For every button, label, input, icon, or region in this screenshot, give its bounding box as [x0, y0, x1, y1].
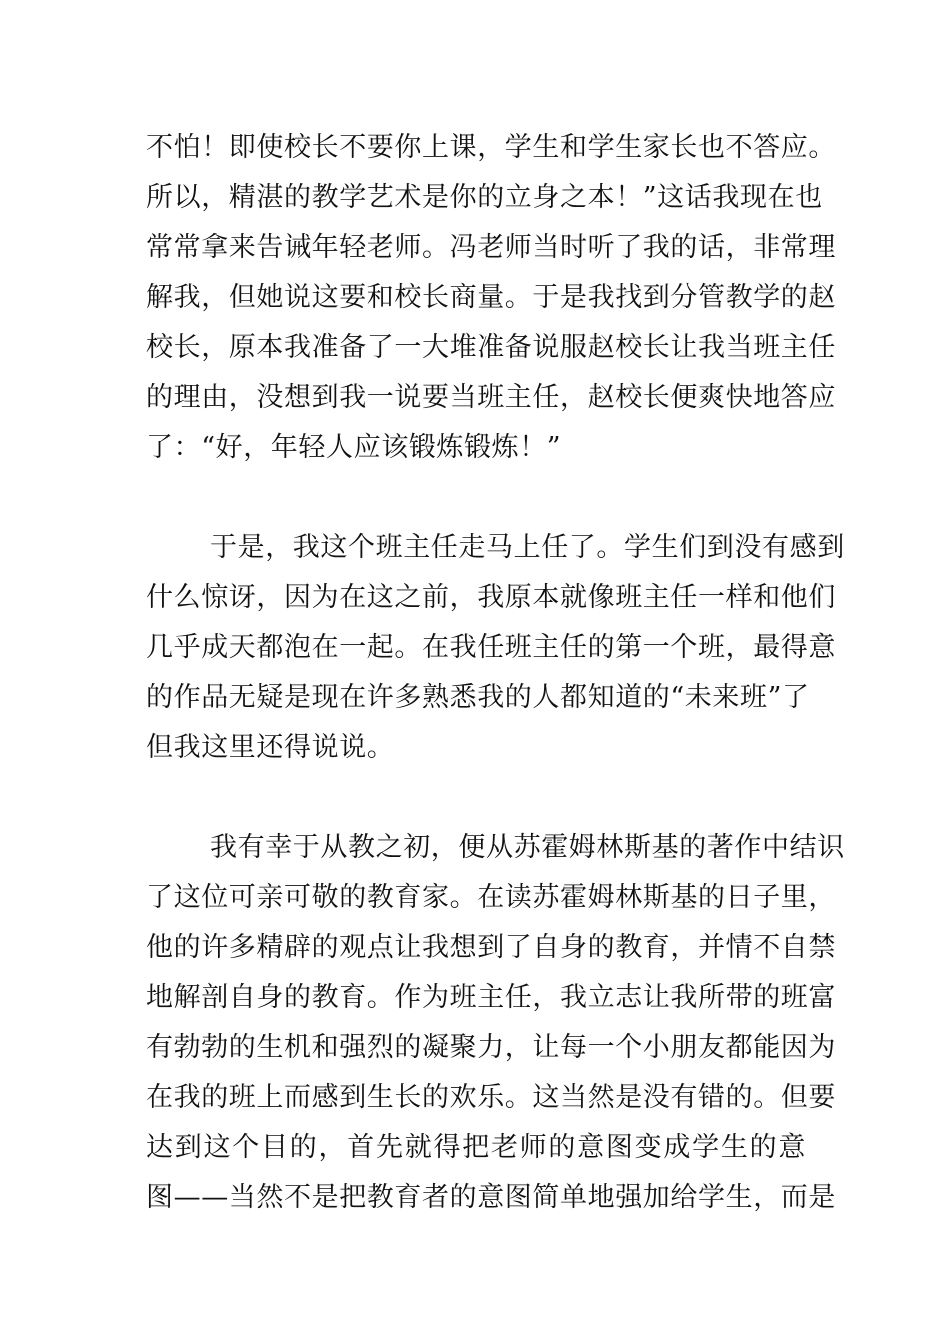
paragraph-2-line-5: 但我这里还得说说。: [146, 732, 395, 763]
paragraph-1-line-7: 了：“好，年轻人应该锻炼锻炼！”: [146, 432, 562, 463]
paragraph-1-line-5: 校长，原本我准备了一大堆准备说服赵校长让我当班主任: [146, 332, 836, 363]
paragraph-3-line-1: 我有幸于从教之初，便从苏霍姆林斯基的著作中结识: [210, 832, 845, 863]
paragraph-1-line-6: 的理由，没想到我一说要当班主任，赵校长便爽快地答应: [146, 382, 836, 413]
paragraph-3-line-6: 在我的班上而感到生长的欢乐。这当然是没有错的。但要: [146, 1082, 836, 1113]
paragraph-3-line-2: 了这位可亲可敬的教育家。在读苏霍姆林斯基的日子里，: [146, 882, 836, 913]
paragraph-3-line-4: 地解剖自身的教育。作为班主任，我立志让我所带的班富: [146, 982, 836, 1013]
paragraph-3-line-3: 他的许多精辟的观点让我想到了自身的教育，并情不自禁: [146, 932, 836, 963]
paragraph-1-line-4: 解我，但她说这要和校长商量。于是我找到分管教学的赵: [146, 282, 836, 313]
paragraph-3-line-7: 达到这个目的，首先就得把老师的意图变成学生的意: [146, 1132, 806, 1163]
paragraph-1-line-1: 不怕！即使校长不要你上课，学生和学生家长也不答应。: [146, 132, 836, 163]
paragraph-2-line-1: 于是，我这个班主任走马上任了。学生们到没有感到: [210, 532, 845, 563]
paragraph-1-line-2: 所以，精湛的教学艺术是你的立身之本！”这话我现在也: [146, 182, 823, 213]
paragraph-2-line-3: 几乎成天都泡在一起。在我任班主任的第一个班，最得意: [146, 632, 836, 663]
paragraph-2-line-2: 什么惊讶，因为在这之前，我原本就像班主任一样和他们: [146, 582, 836, 613]
paragraph-3-line-8: 图——当然不是把教育者的意图简单地强加给学生，而是: [146, 1182, 836, 1213]
paragraph-3-line-5: 有勃勃的生机和强烈的凝聚力，让每一个小朋友都能因为: [146, 1032, 836, 1063]
paragraph-1-line-3: 常常拿来告诫年轻老师。冯老师当时听了我的话，非常理: [146, 232, 836, 263]
paragraph-2-line-4: 的作品无疑是现在许多熟悉我的人都知道的“未来班”了: [146, 682, 810, 713]
